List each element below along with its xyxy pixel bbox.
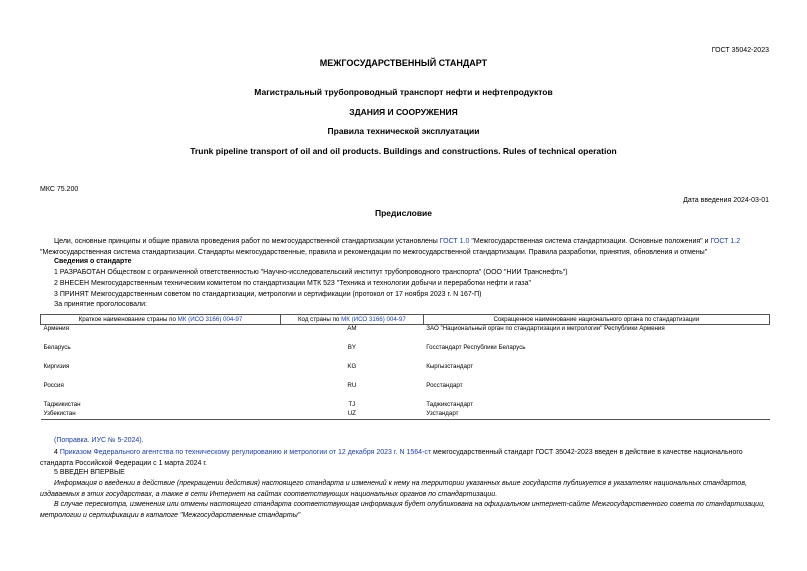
link-gost-1-0[interactable]: ГОСТ 1.0	[439, 238, 470, 245]
table-row	[41, 382, 770, 401]
item-adopted-by: 3 ПРИНЯТ Межгосударственным советом по стандартизации, метрологии и сертификации (протокол от 17 ноября 2023 г. N 167-П)	[54, 291, 482, 298]
cell-organization: Госстандарт Республики Беларусь	[426, 344, 526, 351]
introduction-date: Дата введения 2024-03-01	[683, 197, 769, 204]
link-mk-iso-3166[interactable]: МК (ИСО 3166) 004-97	[341, 316, 406, 323]
paragraph-standardization-principles	[40, 237, 770, 258]
cell-country: Россия	[43, 382, 64, 389]
table-row	[41, 401, 770, 410]
table-row	[41, 325, 770, 345]
cell-organization: Кыргызстандарт	[426, 363, 474, 370]
mks-code: МКС 75.200	[40, 186, 79, 193]
cell-organization: Росстандарт	[426, 382, 463, 389]
document-title-3: Правила технической эксплуатации	[327, 126, 480, 136]
link-gost-1-2[interactable]: ГОСТ 1.2	[710, 238, 741, 245]
table-row	[41, 363, 770, 382]
paragraph-text: "Межгосударственная система стандартизации. Стандарты межгосударственные, правила и рекомендации по межгосударственной стандартизации. Правила разработки, принятия, обновления и отмены"	[40, 248, 708, 256]
cell-code: BY	[347, 344, 356, 351]
cell-code: RU	[347, 382, 357, 389]
paragraph-text: Цели, основные принципы и общие правила проведения работ по межгосударственной стандартизации установлены	[54, 238, 440, 245]
amendment-link[interactable]: (Поправка. ИУС № 5-2024).	[54, 437, 144, 444]
table-row	[41, 344, 770, 363]
cell-country: Узбекистан	[41, 410, 281, 420]
vote-caption: За принятие проголосовали:	[54, 301, 147, 308]
cell-organization: ЗАО "Национальный орган по стандартизации и метрологии" Республики Армения	[426, 325, 665, 332]
note-revision-info: В случае пересмотра, изменения или отмены настоящего стандарта соответствующая информация будет опубликована на официальном интернет-сайте Межгосударственного совета по стандартизации, метрологии и сертификации в каталоге "Межгосударственные стандарты"	[40, 501, 765, 519]
document-title-english: Trunk pipeline transport of oil and oil products. Buildings and constructions. Rules of technical operation	[190, 146, 617, 156]
cell-organization: Узстандарт	[423, 410, 769, 420]
column-header-organization: Сокращенное наименование национального органа по стандартизации	[423, 315, 769, 325]
cell-country: Армения	[43, 325, 69, 332]
column-header-code	[280, 315, 423, 325]
document-code: ГОСТ 35042-2023	[711, 47, 769, 54]
cell-country: Беларусь	[43, 344, 71, 351]
item-developed-by: 1 РАЗРАБОТАН Обществом с ограниченной ответственностью "Научно-исследовательский институт трубопроводного транспорта" (ООО "НИИ Транснефть")	[54, 269, 568, 276]
header-text: Краткое наименование страны по	[78, 316, 178, 323]
standard-type-heading: МЕЖГОСУДАРСТВЕННЫЙ СТАНДАРТ	[319, 58, 488, 68]
item-introduced-first-time: 5 ВВЕДЕН ВПЕРВЫЕ	[54, 469, 125, 476]
info-heading: Сведения о стандарте	[54, 258, 132, 265]
cell-organization: Таджикстандарт	[426, 401, 474, 408]
document-title-1: Магистральный трубопроводный транспорт нефти и нефтепродуктов	[254, 87, 553, 97]
cell-country: Таджикистан	[43, 401, 81, 408]
header-text: Код страны по	[297, 316, 342, 323]
table-row	[41, 410, 770, 420]
cell-code: UZ	[280, 410, 423, 420]
voting-countries-table	[40, 314, 770, 420]
paragraph-text: "Межгосударственная система стандартизации. Основные положения" и	[469, 238, 711, 245]
cell-code: AM	[347, 325, 357, 332]
cell-code: KG	[347, 363, 357, 370]
link-rosstandart-order[interactable]: Приказом Федерального агентства по техническому регулированию и метрологии от 12 декабря 2023 г. N 1564-ст	[59, 449, 432, 456]
table-header-row	[41, 315, 770, 325]
item-number: 4	[54, 449, 60, 456]
item-submitted-by: 2 ВНЕСЕН Межгосударственным техническим комитетом по стандартизации МТК 523 "Техника и технологии добычи и переработки нефти и газа"	[54, 280, 531, 287]
item-enacted-by	[40, 448, 770, 469]
cell-country: Киргизия	[43, 363, 70, 370]
paragraph-text: межгосударственный стандарт ГОСТ 35042-2023 введен в действие в качестве национального стандарта Российской Федерации с 1 марта 2024 г.	[40, 449, 743, 467]
foreword-heading: Предисловие	[374, 208, 433, 218]
document-title-2: ЗДАНИЯ И СООРУЖЕНИЯ	[349, 107, 458, 117]
link-mk-iso-3166[interactable]: МК (ИСО 3166) 004-97	[177, 316, 243, 323]
note-publication-info: Информация о введении в действие (прекращении действия) настоящего стандарта и изменений к нему на территории указанных выше государств публикуется в указателях национальных стандартов, издаваемых в этих государствах, а также в сети Интернет на сайтах соответствующих национальных органов по стандартизации.	[40, 480, 747, 498]
cell-code: TJ	[348, 401, 356, 408]
column-header-country	[41, 315, 281, 325]
